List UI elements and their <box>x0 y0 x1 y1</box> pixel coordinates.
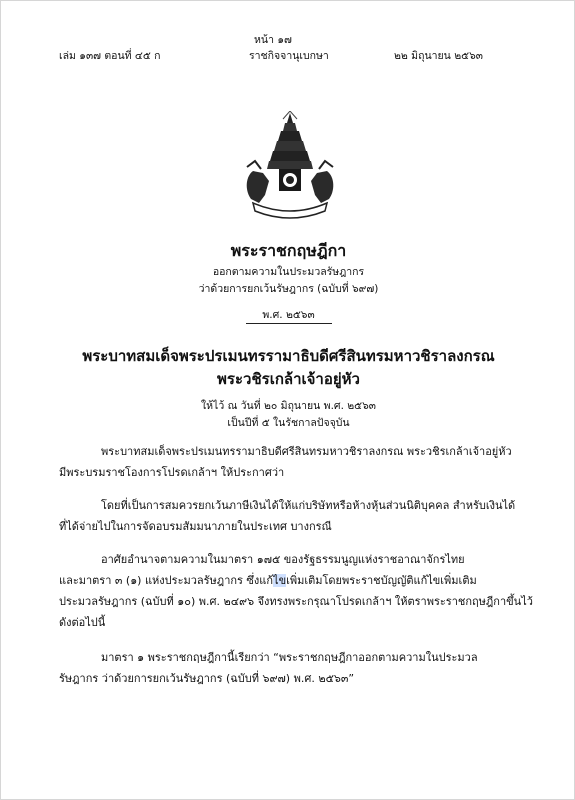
king-name-line-2: พระวชิรเกล้าเจ้าอยู่หัว <box>217 370 360 388</box>
volume-info: เล่ม ๑๓๗ ตอนที่ ๔๕ ก <box>59 50 161 62</box>
paragraph-2-line-1: โดยที่เป็นการสมควรยกเว้นภาษีเงินได้ให้แก่บริษัทหรือห้างหุ้นส่วนนิติบุคคล สำหรับเงินได้ <box>101 499 516 512</box>
decree-subtitle-2: ว่าด้วยการยกเว้นรัษฎากร (ฉบับที่ ๖๙๗) <box>198 283 379 295</box>
paragraph-3-line-2 <box>59 574 477 588</box>
paragraph-1-line-1: พระบาทสมเด็จพระปรเมนทรรามาธิบดีศรีสินทรมหาวชิราลงกรณ พระวชิรเกล้าเจ้าอยู่หัว <box>101 445 512 458</box>
reign-year: เป็นปีที่ ๕ ในรัชกาลปัจจุบัน <box>227 417 350 429</box>
title-divider <box>246 323 332 324</box>
publication-name: ราชกิจจานุเบกษา <box>249 50 329 62</box>
paragraph-2-line-2: ที่ได้จ่ายไปในการจัดอบรมสัมมนาภายในประเทศ บางกรณี <box>59 520 332 533</box>
paragraph-1-line-2: มีพระบรมราชโองการโปรดเกล้าฯ ให้ประกาศว่า <box>59 466 285 479</box>
paragraph-3-line-2-end: เพิ่มเติมโดยพระราชบัญญัติแก้ไขเพิ่มเติม <box>286 574 477 587</box>
king-name-line-1: พระบาทสมเด็จพระปรเมนทรรามาธิบดีศรีสินทรมหาวชิราลงกรณ <box>82 347 495 365</box>
section-1-line-1: มาตรา ๑ พระราชกฤษฎีกานี้เรียกว่า “พระราชกฤษฎีกาออกตามความในประมวล <box>101 651 478 664</box>
royal-emblem-icon <box>235 111 345 221</box>
decree-year: พ.ศ. ๒๕๖๓ <box>262 309 315 321</box>
decree-title: พระราชกฤษฎีกา <box>230 241 347 260</box>
decree-subtitle-1: ออกตามความในประมวลรัษฎากร <box>212 266 365 278</box>
paragraph-3-line-2-start: และมาตรา ๓ (๑) แห่งประมวลรัษฎากร ซึ่งแก้ <box>59 574 274 587</box>
paragraph-3-line-3: ประมวลรัษฎากร (ฉบับที่ ๑๐) พ.ศ. ๒๔๙๖ จึงทรงพระกรุณาโปรดเกล้าฯ ให้ตราพระราชกฤษฎีกาขึ้นไว้ <box>59 595 533 608</box>
publication-date: ๒๒ มิถุนายน ๒๕๖๓ <box>394 50 483 62</box>
highlighted-text: ไข <box>273 574 287 587</box>
paragraph-3-line-4: ดังต่อไปนี้ <box>59 616 106 629</box>
section-1-line-2: รัษฎากร ว่าด้วยการยกเว้นรัษฎากร (ฉบับที่ ๖๙๗) พ.ศ. ๒๕๖๓” <box>59 672 355 685</box>
paragraph-3-line-1: อาศัยอำนาจตามความในมาตรา ๑๗๕ ของรัฐธรรมนูญแห่งราชอาณาจักรไทย <box>101 553 465 566</box>
given-date: ให้ไว้ ณ วันที่ ๒๐ มิถุนายน พ.ศ. ๒๕๖๓ <box>201 400 376 412</box>
page-number: หน้า ๑๗ <box>254 34 292 46</box>
